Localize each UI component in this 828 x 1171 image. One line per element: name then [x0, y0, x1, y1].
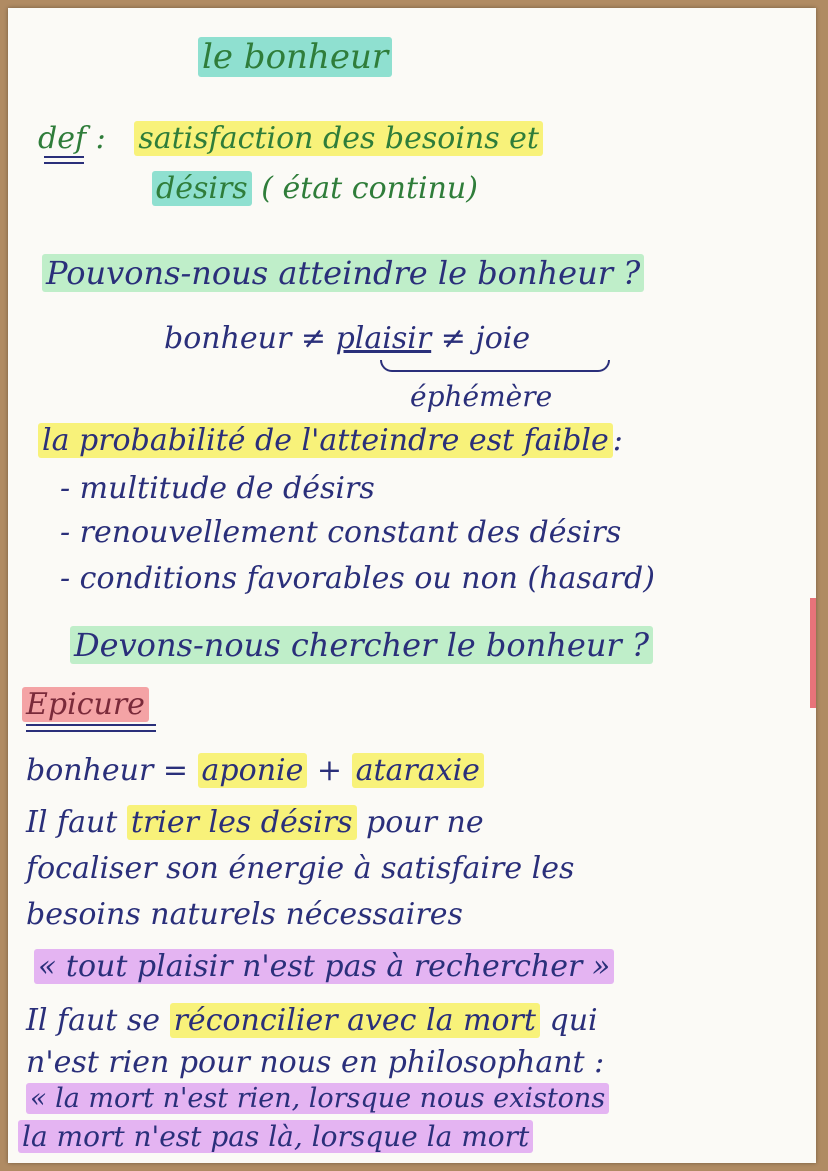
not-equal-2: ≠	[440, 321, 466, 356]
epicure-quote-2a: « la mort n'est rien, lorsque nous existons	[26, 1080, 609, 1118]
formula-lhs: bonheur =	[26, 753, 188, 788]
definition-label: def	[38, 121, 87, 156]
epicure-line-1: Il faut trier les désirs pour ne	[26, 805, 484, 840]
epicure-heading: Epicure	[22, 686, 149, 724]
ephemere-brace	[380, 360, 610, 372]
epicure-underline-1	[26, 724, 156, 726]
epicure-line-2: focaliser son énergie à satisfaire les	[26, 851, 575, 886]
formula-ataraxie: ataraxie	[352, 753, 484, 788]
epicure-line-3: besoins naturels nécessaires	[26, 897, 463, 932]
reason-item-2: - renouvellement constant des désirs	[60, 515, 622, 550]
question-1: Pouvons-nous atteindre le bonheur ?	[42, 254, 644, 292]
epicure-line-5: n'est rien pour nous en philosophant :	[26, 1045, 605, 1080]
formula-aponie: aponie	[198, 753, 308, 788]
comparison-joie: joie	[475, 321, 531, 356]
brace-label: éphémère	[410, 380, 553, 413]
epicure-line-4: Il faut se réconcilier avec la mort qui	[26, 1003, 598, 1038]
formula-plus: +	[316, 753, 343, 788]
reason-item-1: - multitude de désirs	[60, 471, 375, 506]
not-equal-1: ≠	[300, 321, 327, 356]
probability-line: la probabilité de l'atteindre est faible :	[38, 422, 623, 460]
definition-text-desirs: désirs	[152, 171, 252, 206]
epicure-quote-2b: la mort n'est pas là, lorsque la mort	[18, 1118, 533, 1156]
definition-text-2: ( état continu)	[261, 171, 478, 206]
definition-line-1: def : satisfaction des besoins et	[38, 120, 543, 158]
epicure-underline-2	[26, 730, 156, 732]
definition-text-1: satisfaction des besoins et	[134, 121, 543, 156]
definition-line-2	[152, 170, 478, 208]
epicure-quote-1: « tout plaisir n'est pas à rechercher »	[34, 948, 614, 986]
comparison-bonheur: bonheur	[164, 321, 292, 356]
page-tab-marker	[810, 598, 816, 708]
page-title: le bonheur	[198, 38, 392, 76]
reason-item-3: - conditions favorables ou non (hasard)	[60, 561, 655, 596]
definition-label-underline-2	[44, 162, 84, 164]
notebook-page	[8, 8, 816, 1163]
comparison-plaisir: plaisir	[335, 321, 432, 356]
bonheur-formula	[26, 752, 484, 790]
comparison-line	[164, 320, 530, 358]
definition-label-underline	[44, 156, 84, 158]
question-2: Devons-nous chercher le bonheur ?	[70, 626, 653, 664]
